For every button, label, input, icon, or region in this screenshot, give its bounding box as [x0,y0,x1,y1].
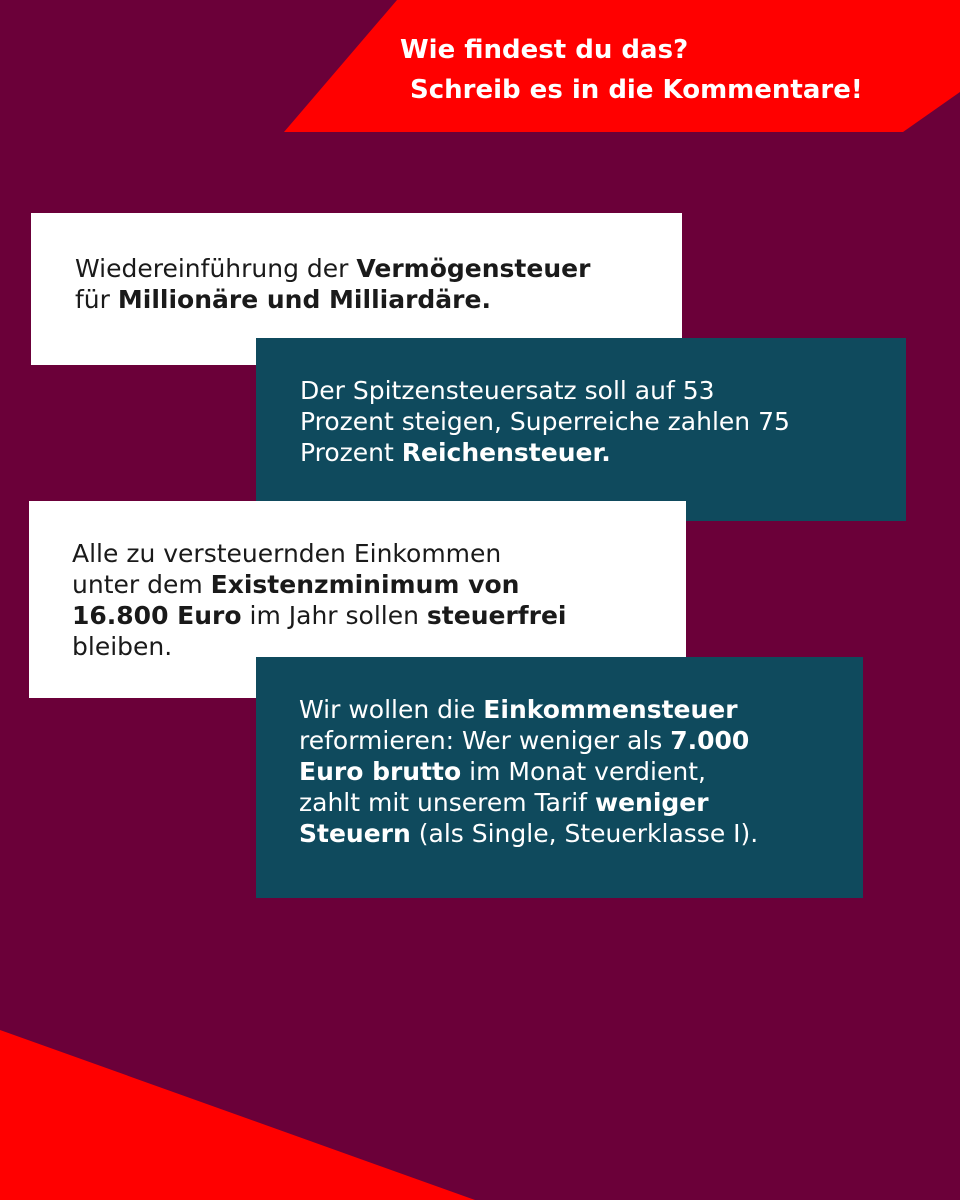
card-top-tax-rate [256,338,906,521]
highlight-text: Reichensteuer. [401,438,611,467]
highlight-text: 7.000 [670,726,750,755]
bottom-red-shape [0,1020,960,1200]
banner-text [400,30,940,110]
highlight-text: Existenzminimum von [210,570,520,599]
highlight-text: Euro brutto [299,757,462,786]
body-text: Prozent [300,438,402,467]
body-text: Wir wollen die [299,695,484,724]
card-income-tax-reform [256,657,863,898]
body-text: Wiedereinführung der [75,254,357,283]
body-text: bleiben. [72,632,173,661]
body-text: Prozent steigen, Superreiche zahlen 75 [300,407,790,436]
highlight-text: Steuern [299,819,411,848]
highlight-text: weniger [594,788,709,817]
body-text: für [75,285,118,314]
body-text: Alle zu versteuernden Einkommen [72,539,502,568]
body-text: (als Single, Steuerklasse I). [410,819,759,848]
body-text: reformieren: Wer weniger als [299,726,671,755]
highlight-text: Einkommensteuer [483,695,738,724]
banner-call-to-action: Schreib es in die Kommentare! [410,75,863,105]
banner-question: Wie findest du das? [400,35,689,65]
body-text: im Monat verdient, [461,757,706,786]
body-text: unter dem [72,570,211,599]
body-text: zahlt mit unserem Tarif [299,788,595,817]
red-corner-triangle [0,1030,475,1200]
highlight-text: steuerfrei [426,601,567,630]
body-text: Der Spitzensteuersatz soll auf 53 [300,376,715,405]
highlight-text: Millionäre und Milliardäre. [117,285,491,314]
highlight-text: 16.800 Euro [72,601,242,630]
highlight-text: Vermögensteuer [356,254,591,283]
body-text: im Jahr sollen [241,601,427,630]
